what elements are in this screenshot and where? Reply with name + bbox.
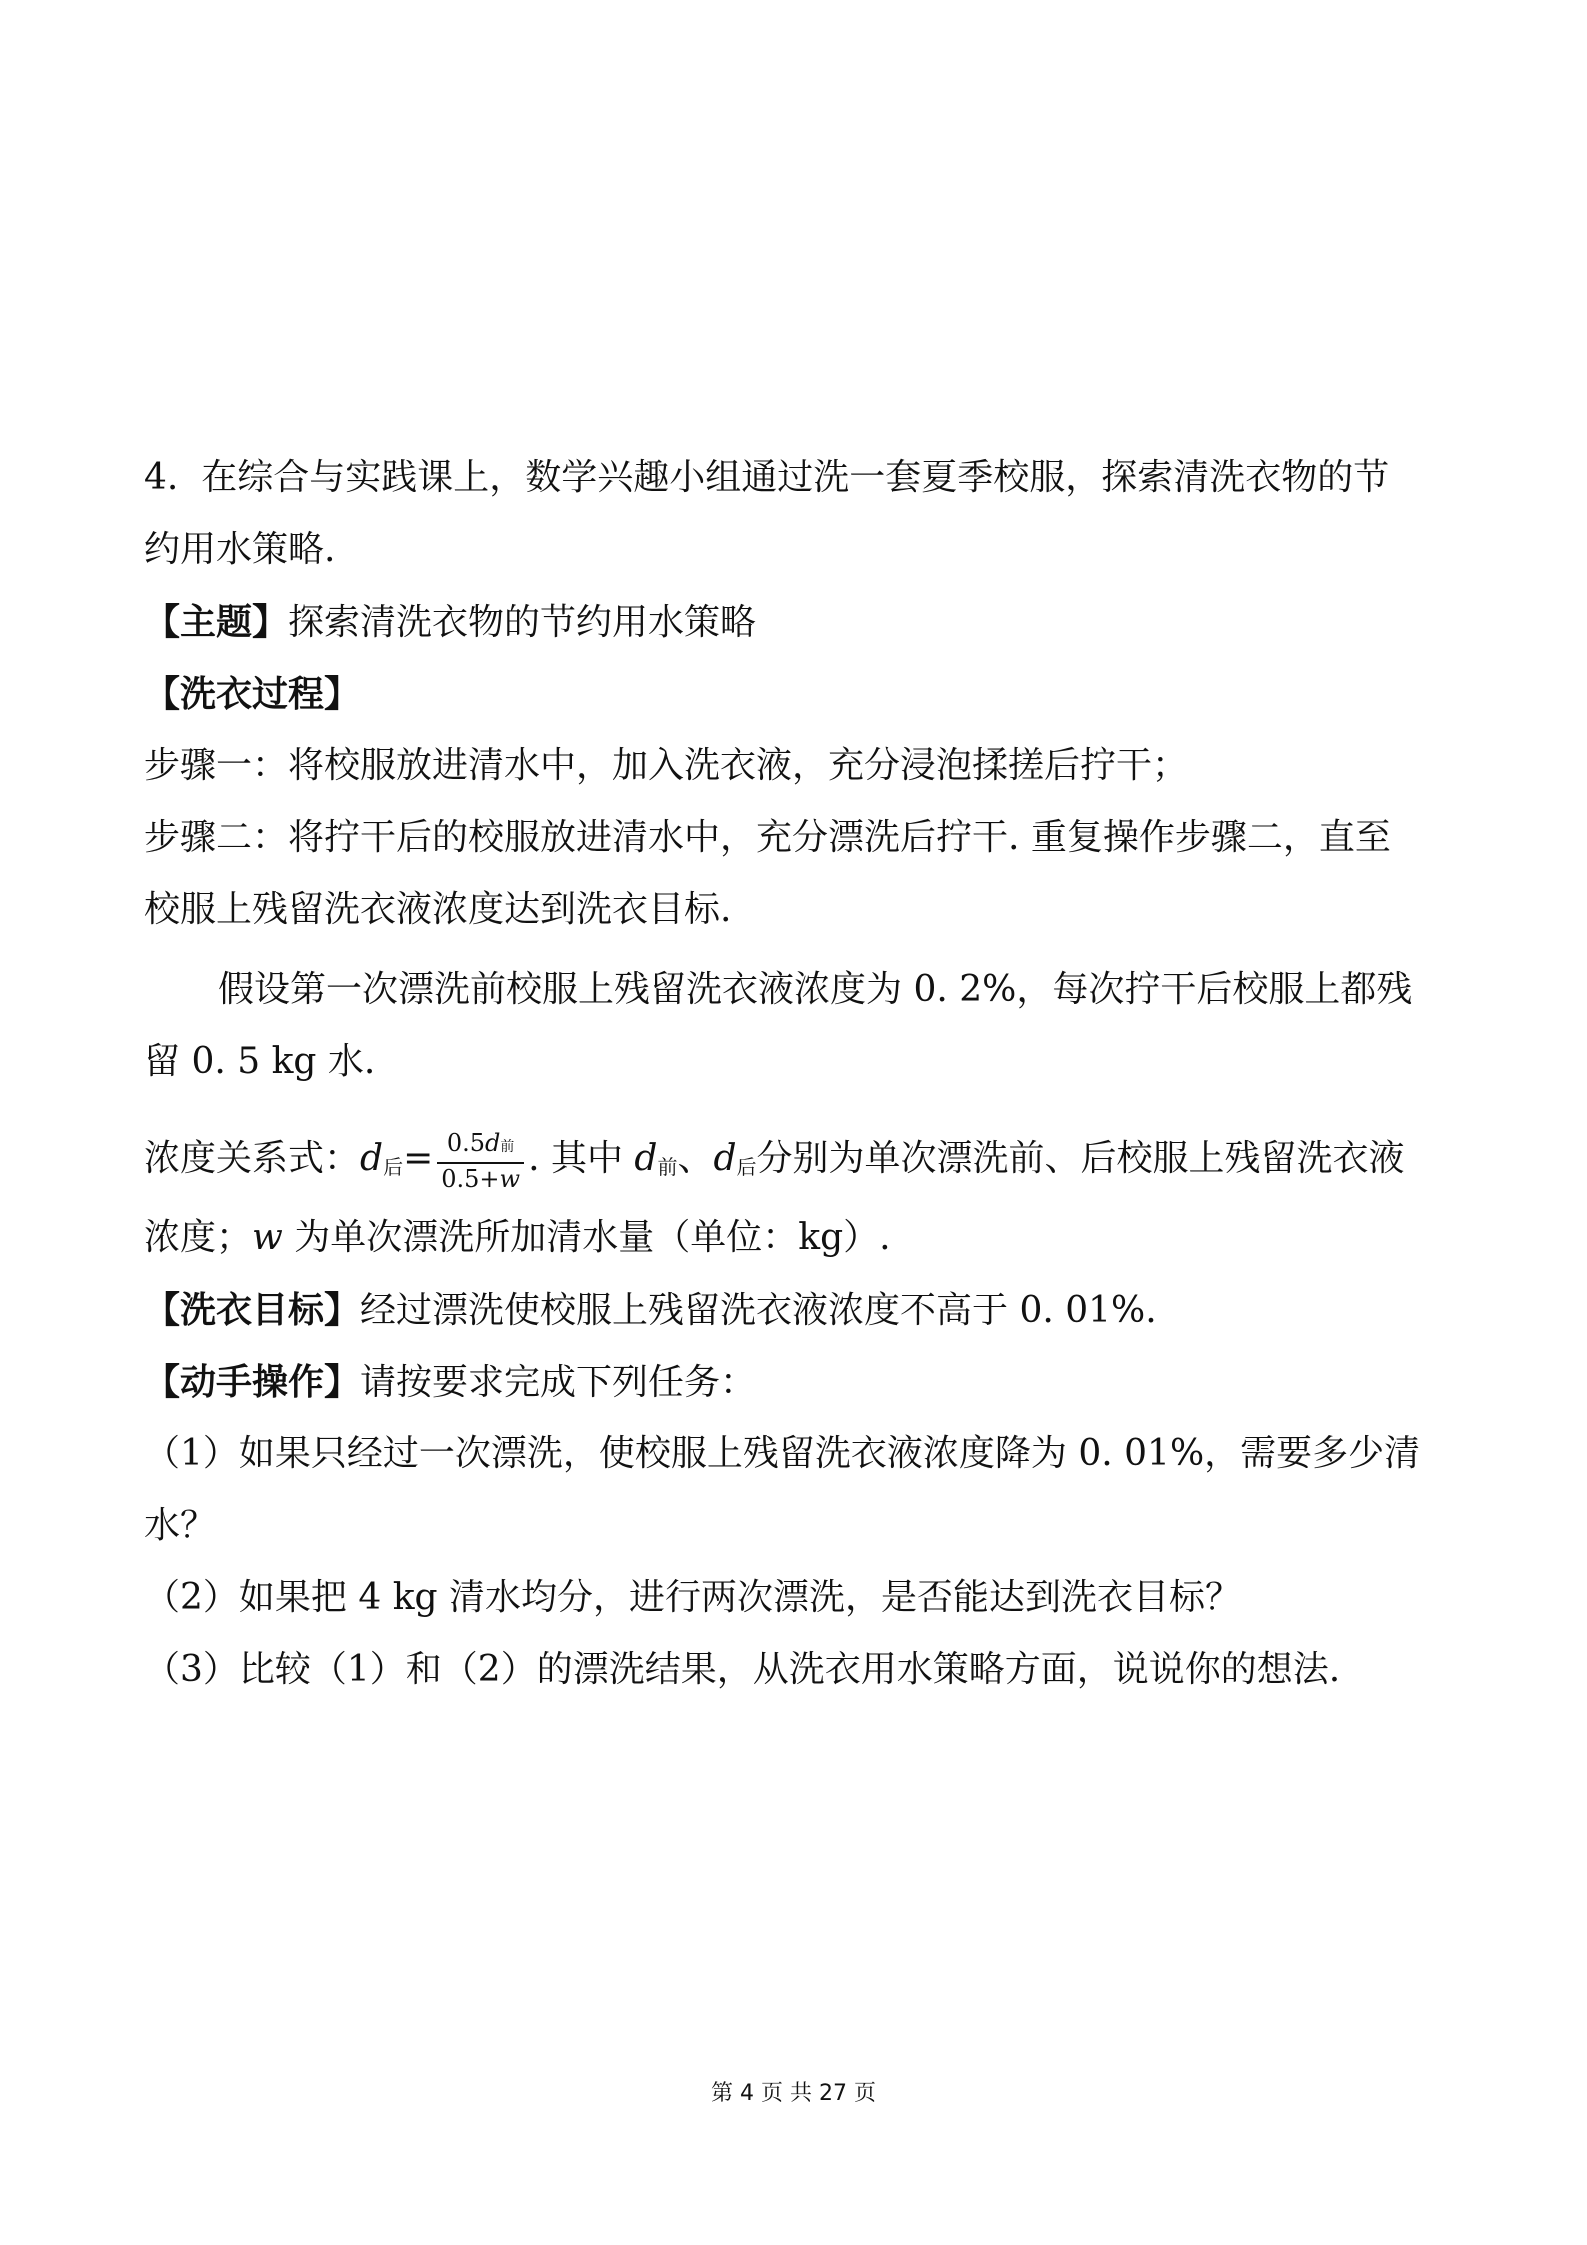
question1-line2: 水？ — [144, 1505, 217, 1546]
operations-text: 请按要求完成下列任务： — [360, 1362, 757, 1403]
assumption-line1: 假设第一次漂洗前校服上残留洗衣液浓度为 0. 2%，每次拧干后校服上都残 — [218, 969, 1413, 1010]
problem-intro-line2: 约用水策略. — [144, 529, 336, 570]
goal-text: 经过漂洗使校服上残留洗衣液浓度不高于 0. 01%. — [360, 1290, 1157, 1331]
step2-line2: 校服上残留洗衣液浓度达到洗衣目标. — [144, 889, 732, 930]
topic-label: 【主题】 — [144, 601, 289, 643]
formula-line2: 浓度；w 为单次漂洗所加清水量（单位：kg）. — [144, 1217, 891, 1258]
formula-d-after: d — [360, 1138, 384, 1179]
formula-equals: = — [403, 1138, 434, 1179]
question1-line1: （1）如果只经过一次漂洗，使校服上残留洗衣液浓度降为 0. 01%，需要多少清 — [144, 1433, 1421, 1474]
fraction-denominator: 0.5+w — [441, 1165, 521, 1193]
goal-line — [144, 1286, 1157, 1335]
problem-number: 4. — [144, 457, 179, 498]
problem-intro-line1 — [144, 454, 1389, 502]
problem-intro: 在综合与实践课上，数学兴趣小组通过洗一套夏季校服，探索清洗衣物的节 — [201, 457, 1390, 498]
formula-line1: 浓度关系式：$d_后=$ $\frac{\text{0.5d前}}{0.5+w}$ . 其中 $d_前$、$d_后$分别为单次漂洗前、后校服上残留洗衣液 — [144, 1129, 1405, 1193]
operations-line — [144, 1358, 756, 1407]
fraction-numerator: 0.5d前 — [437, 1128, 524, 1164]
topic-text: 探索清洗衣物的节约用水策略 — [288, 602, 757, 643]
topic-line — [144, 598, 756, 647]
operations-label: 【动手操作】 — [144, 1361, 361, 1403]
formula-sub-after: 后 — [383, 1155, 404, 1179]
page-footer: 第 4 页 共 27 页 — [711, 2081, 876, 2106]
formula-w: w — [252, 1217, 283, 1258]
formula-fraction — [437, 1128, 524, 1194]
question3: （3）比较（1）和（2）的漂洗结果，从洗衣用水策略方面，说说你的想法. — [144, 1649, 1341, 1690]
assumption-line2: 留 0. 5 kg 水. — [144, 1041, 376, 1082]
step1-text: 步骤一：将校服放进清水中，加入洗衣液，充分浸泡揉搓后拧干； — [144, 745, 1189, 786]
step2-line1: 步骤二：将拧干后的校服放进清水中，充分漂洗后拧干. 重复操作步骤二，直至 — [144, 817, 1391, 858]
question2: （2）如果把 4 kg 清水均分，进行两次漂洗，是否能达到洗衣目标？ — [144, 1577, 1241, 1618]
goal-label: 【洗衣目标】 — [144, 1289, 361, 1331]
process-label: 【洗衣过程】 — [144, 673, 361, 715]
formula-prefix: 浓度关系式： — [144, 1138, 361, 1179]
